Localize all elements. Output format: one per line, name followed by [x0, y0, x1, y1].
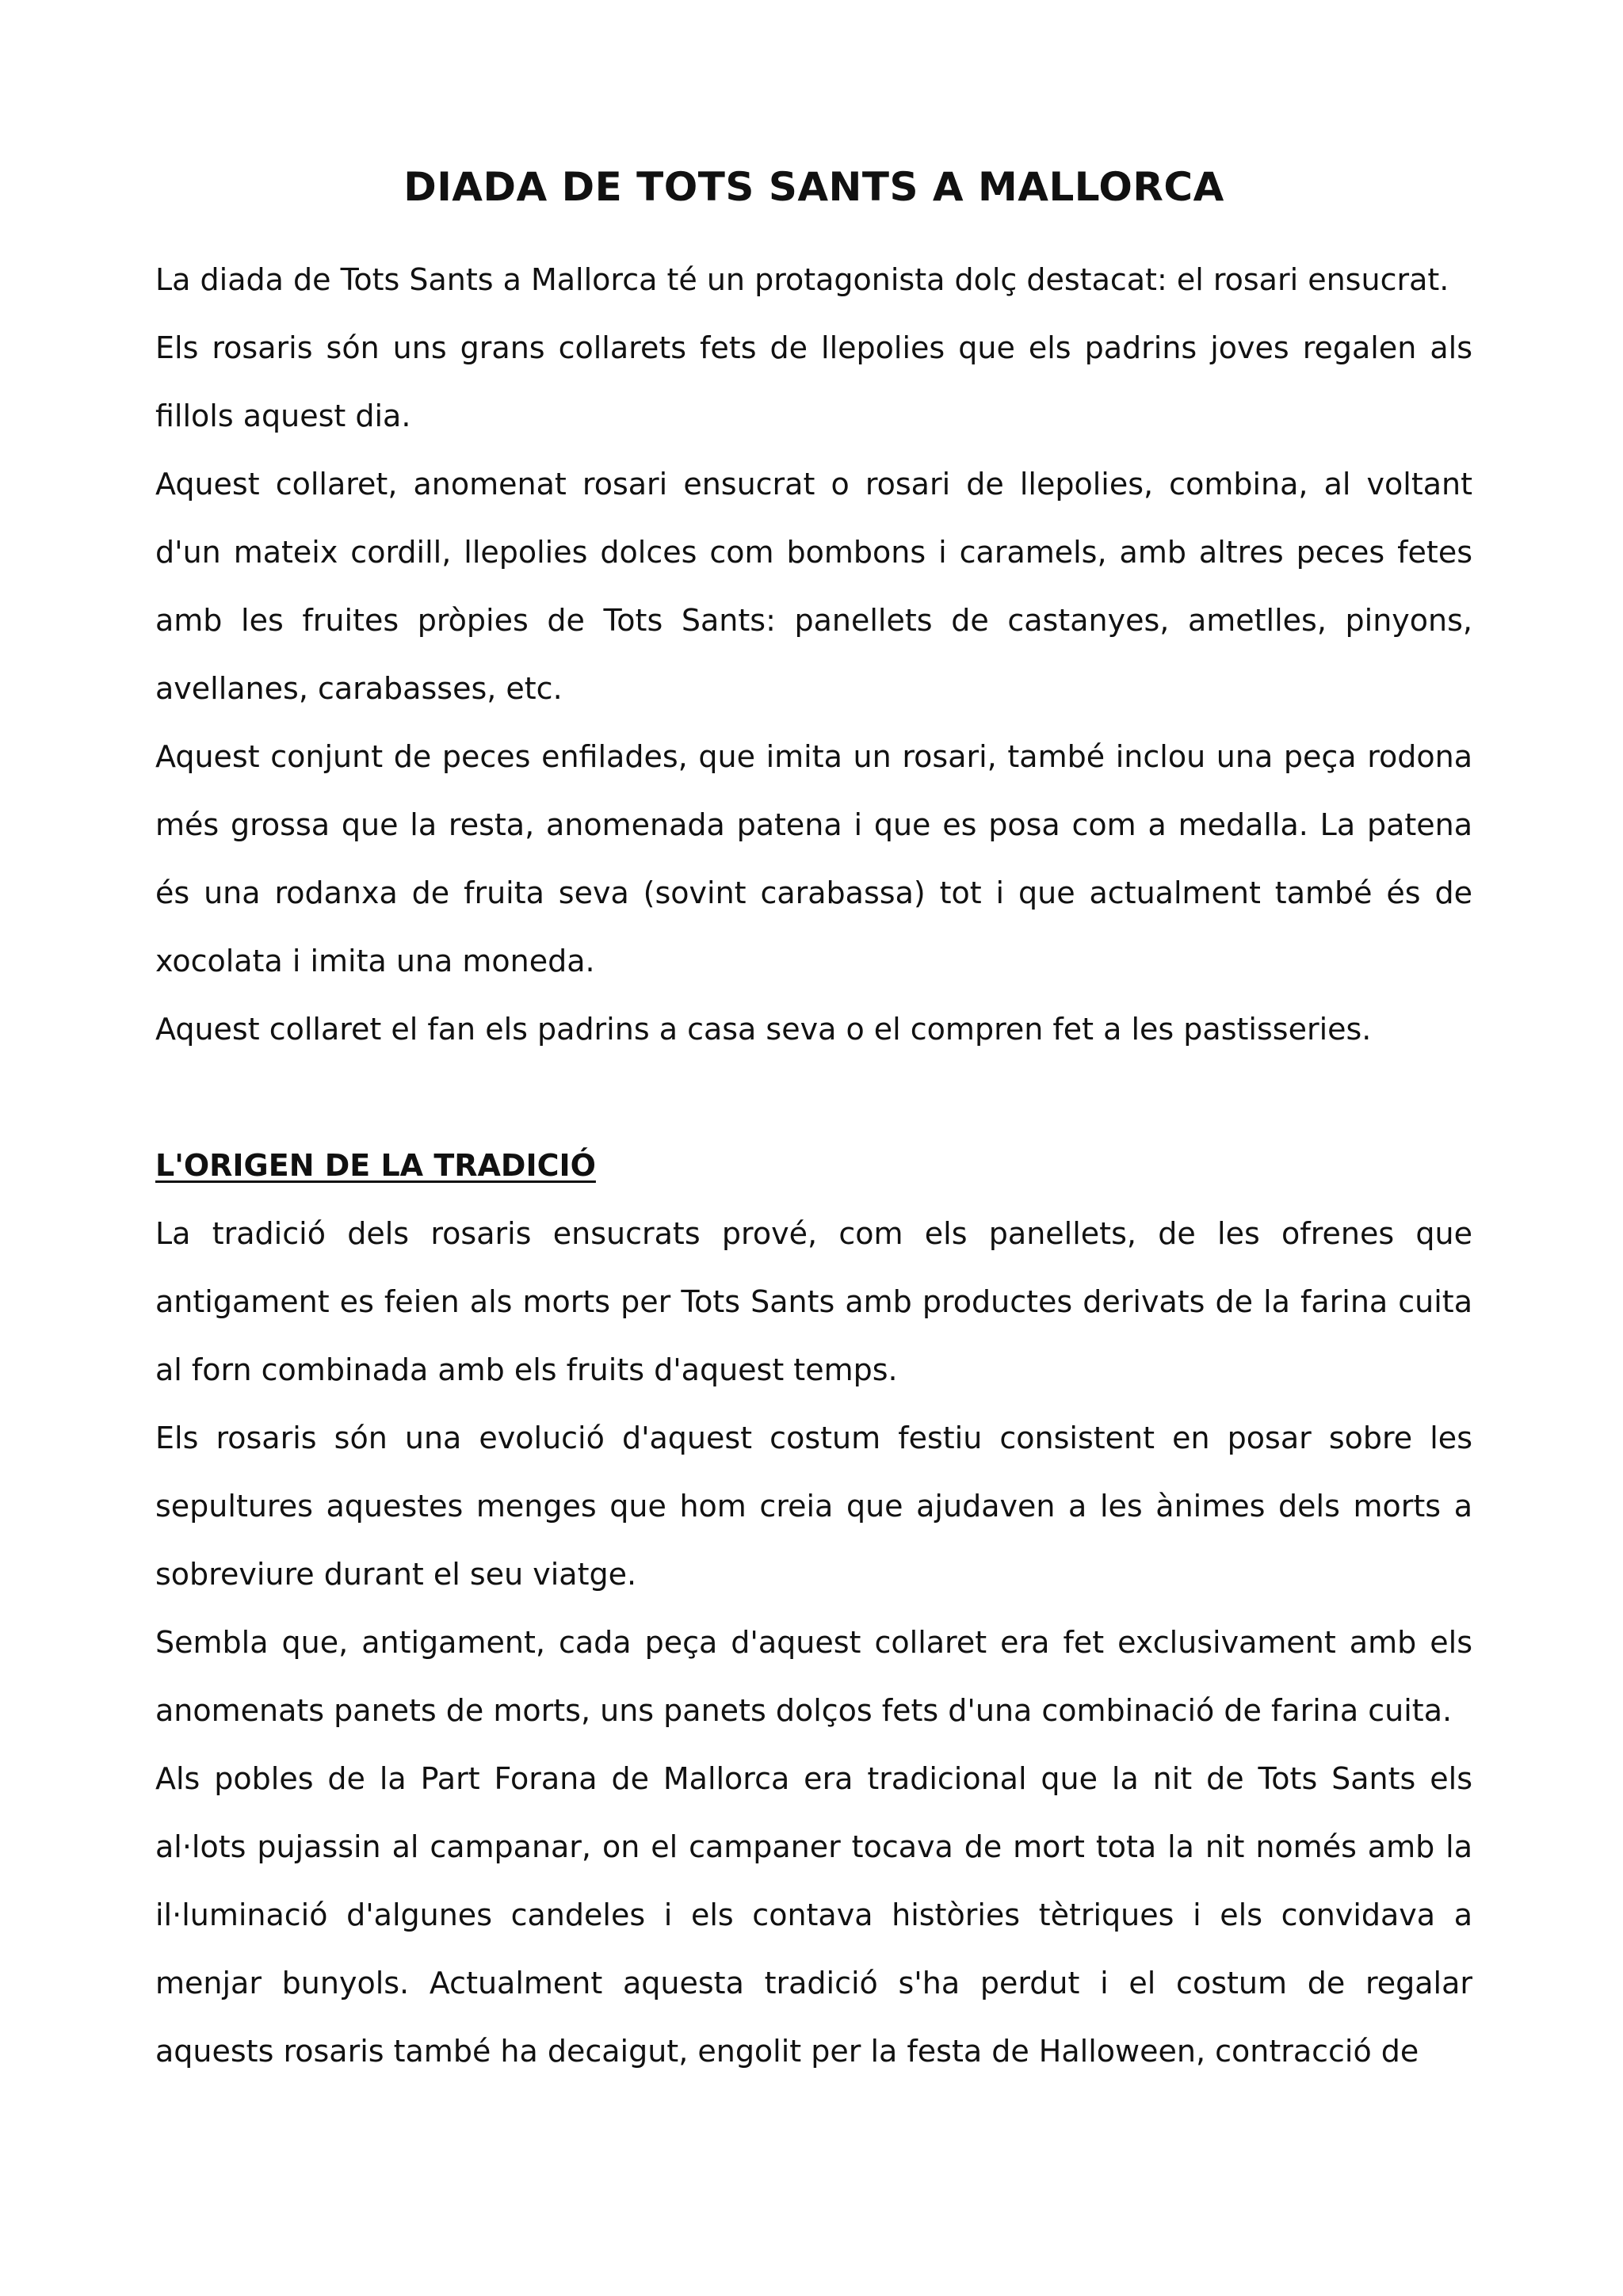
intro-paragraph-2: Els rosaris són uns grans collarets fets de llepolies que els padrins joves regalen als fillols aquest dia. [155, 330, 1472, 433]
intro-paragraph-3: Aquest collaret, anomenat rosari ensucrat o rosari de llepolies, combina, al voltant d'un mateix cordill, llepolies dolces com bombons i caramels, amb altres peces fetes amb les fruites pròpies de Tots Sants: panellets de castanyes, ametlles, pinyons, avellanes, carabasses, etc. [155, 467, 1472, 706]
intro-paragraph-5: Aquest collaret el fan els padrins a casa seva o el compren fet a les pastisseries. [155, 1012, 1372, 1047]
intro-paragraph-4: Aquest conjunt de peces enfilades, que imita un rosari, també inclou una peça rodona més grossa que la resta, anomenada patena i que es posa com a medalla. La patena és una rodanxa de fruita seva (sovint carabassa) tot i que actualment també és de xocolata i imita una moneda. [155, 739, 1472, 978]
document-title: DIADA DE TOTS SANTS A MALLORCA [403, 164, 1224, 210]
section-spacer [155, 1063, 1472, 1131]
document-body [155, 246, 1472, 2085]
section-heading-origin: L'ORIGEN DE LA TRADICIÓ [155, 1148, 596, 1183]
origin-paragraph-1: La tradició dels rosaris ensucrats prové, com els panellets, de les ofrenes que antigament es feien als morts per Tots Sants amb productes derivats de la farina cuita al forn combinada amb els fruits d'aquest temps. [155, 1216, 1472, 1387]
origin-paragraph-3: Sembla que, antigament, cada peça d'aquest collaret era fet exclusivament amb els anomenats panets de morts, uns panets dolços fets d'una combinació de farina cuita. [155, 1625, 1472, 1728]
origin-paragraph-2: Els rosaris són una evolució d'aquest costum festiu consistent en posar sobre les sepultures aquestes menges que hom creia que ajudaven a les ànimes dels morts a sobreviure durant el seu viatge. [155, 1421, 1472, 1592]
origin-paragraph-4: Als pobles de la Part Forana de Mallorca era tradicional que la nit de Tots Sants els al·lots pujassin al campanar, on el campaner tocava de mort tota la nit només amb la il·luminació d'algunes candeles i els contava històries tètriques i els convidava a menjar bunyols. Actualment aquesta tradició s'ha perdut i el costum de regalar aquests rosaris també ha decaigut, engolit per la festa de Halloween, contracció de [155, 1761, 1472, 2069]
intro-paragraph-1: La diada de Tots Sants a Mallorca té un protagonista dolç destacat: el rosari ensucrat. [155, 262, 1449, 297]
